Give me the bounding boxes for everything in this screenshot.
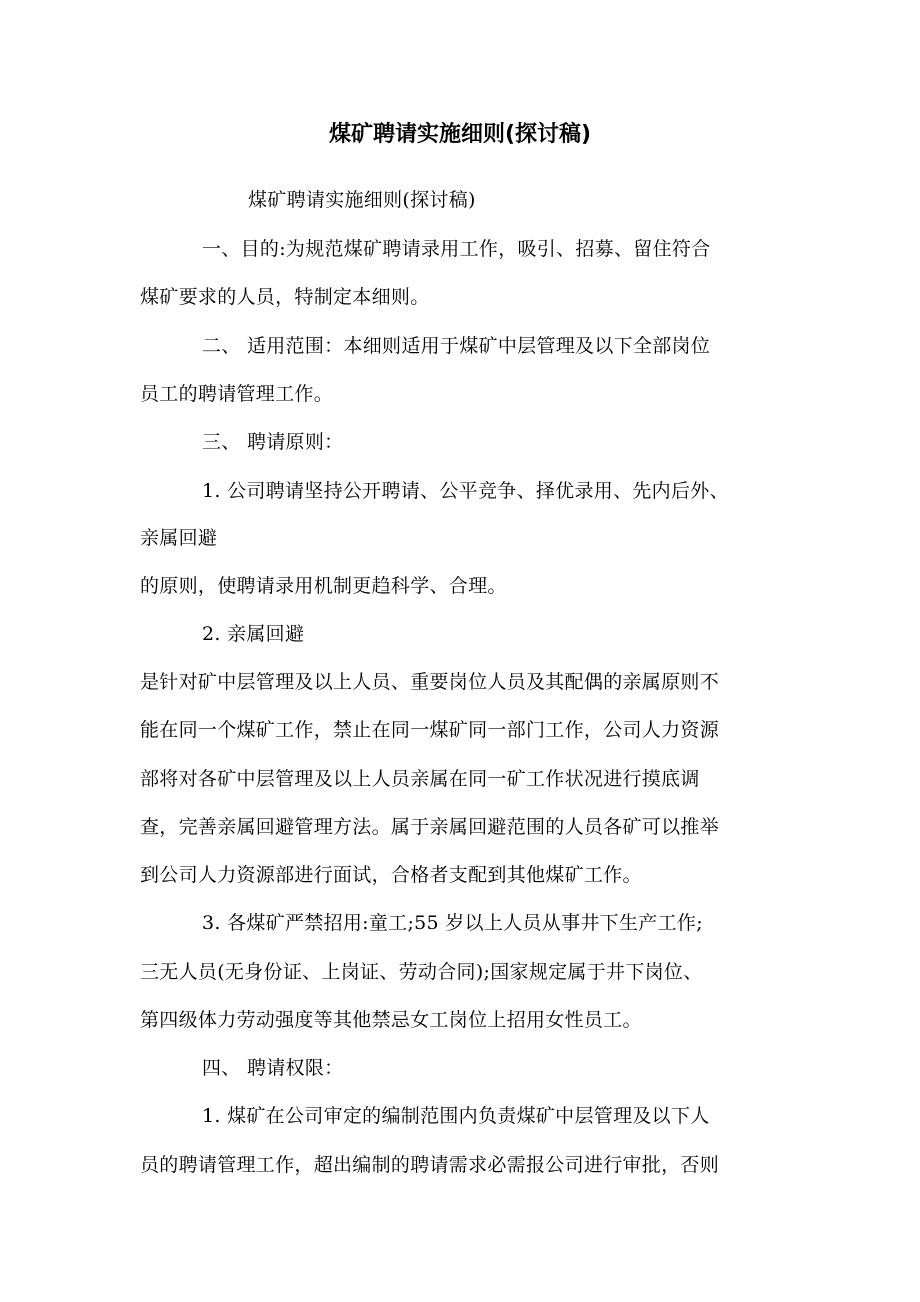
paragraph-line: 员的聘请管理工作，超出编制的聘请需求必需报公司进行审批，否则 — [140, 1154, 720, 1176]
paragraph-line: 部将对各矿中层管理及以上人员亲属在同一矿工作状况进行摸底调 — [140, 768, 700, 790]
paragraph-line: 3. 各煤矿严禁招用:童工;55 岁以上人员从事井下生产工作; — [202, 912, 703, 934]
paragraph-line: 一、目的:为规范煤矿聘请录用工作，吸引、招募、留住符合 — [202, 238, 711, 260]
paragraph-line: 1. 公司聘请坚持公开聘请、公平竞争、择优录用、先内后外、 — [202, 480, 729, 502]
section-heading: 三、 聘请原则： — [202, 431, 344, 453]
document-title: 煤矿聘请实施细则(探讨稿) — [328, 122, 592, 147]
paragraph-line: 查，完善亲属回避管理方法。属于亲属回避范围的人员各矿可以推举 — [140, 816, 720, 838]
paragraph-line: 是针对矿中层管理及以上人员、重要岗位人员及其配偶的亲属原则不 — [140, 671, 720, 693]
paragraph-line: 到公司人力资源部进行面试，合格者支配到其他煤矿工作。 — [140, 864, 642, 886]
paragraph-line: 二、 适用范围：本细则适用于煤矿中层管理及以下全部岗位 — [202, 335, 711, 357]
paragraph-line: 1. 煤矿在公司审定的编制范围内负责煤矿中层管理及以下人 — [202, 1105, 710, 1127]
section-heading: 四、 聘请权限： — [202, 1057, 344, 1079]
paragraph-line: 的原则，使聘请录用机制更趋科学、合理。 — [140, 575, 507, 597]
paragraph-line: 亲属回避 — [140, 527, 218, 549]
paragraph-line: 员工的聘请管理工作。 — [140, 383, 334, 405]
paragraph-line: 煤矿要求的人员，特制定本细则。 — [140, 286, 430, 308]
paragraph-line: 三无人员(无身份证、上岗证、劳动合同);国家规定属于井下岗位、 — [140, 961, 703, 983]
paragraph-line: 能在同一个煤矿工作，禁止在同一煤矿同一部门工作，公司人力资源 — [140, 719, 720, 741]
paragraph-line: 2. 亲属回避 — [202, 623, 305, 645]
paragraph-line: 第四级体力劳动强度等其他禁忌女工岗位上招用女性员工。 — [140, 1009, 642, 1031]
document-subtitle: 煤矿聘请实施细则(探讨稿) — [248, 189, 476, 211]
